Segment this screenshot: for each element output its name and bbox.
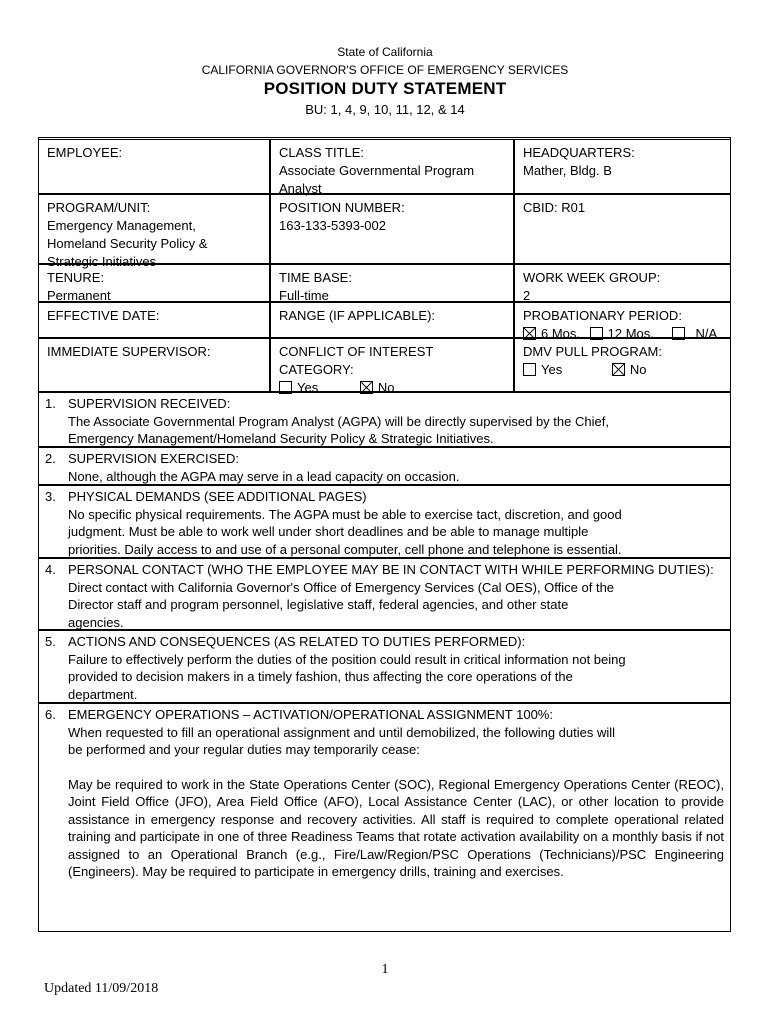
section-physical-demands — [38, 485, 731, 558]
program-unit-label: PROGRAM/UNIT: — [47, 200, 151, 215]
range-cell — [270, 302, 514, 338]
section-line: agencies. — [68, 614, 124, 630]
section-line: No specific physical requirements. The AGPA must be able to exercise tact, discretion, and good — [68, 506, 622, 522]
position-number-cell — [270, 194, 514, 264]
conflict-no-label: No — [377, 380, 395, 395]
employee-label: EMPLOYEE: — [47, 145, 123, 160]
section-supervision-exercised — [38, 447, 731, 485]
dmv-no-checkbox[interactable] — [612, 363, 625, 376]
section-number: 6. — [45, 707, 56, 722]
conflict-of-interest-label-line2: CATEGORY: — [279, 362, 354, 377]
program-unit-value-line2: Homeland Security Policy & — [47, 236, 208, 251]
section-title: PHYSICAL DEMANDS (SEE ADDITIONAL PAGES) — [68, 489, 367, 504]
section-line: Direct contact with California Governor's Office of Emergency Services (Cal OES), Office of the — [68, 579, 615, 595]
section-number: 3. — [45, 489, 56, 504]
document-title: POSITION DUTY STATEMENT — [263, 79, 507, 98]
class-title-label: CLASS TITLE: — [279, 145, 365, 160]
section-title: SUPERVISION EXERCISED: — [68, 451, 239, 466]
program-unit-value-line3: Strategic Initiatives — [47, 254, 157, 269]
section-number: 2. — [45, 451, 56, 466]
work-week-group-label: WORK WEEK GROUP: — [523, 270, 661, 285]
time-base-value: Full-time — [279, 288, 329, 303]
section-title: PERSONAL CONTACT (WHO THE EMPLOYEE MAY BE IN CONTACT WITH WHILE PERFORMING DUTIES): — [68, 562, 714, 577]
section-line: provided to decision makers in a timely fashion, thus affecting the core operations of the — [68, 669, 573, 684]
cbid-cell — [514, 194, 731, 264]
section-emergency-operations — [38, 703, 731, 932]
probationary-period-cell — [514, 302, 731, 341]
tenure-cell — [38, 264, 270, 302]
program-unit-value-line1: Emergency Management, — [47, 218, 196, 233]
dmv-pull-label: DMV PULL PROGRAM: — [523, 344, 662, 359]
bargaining-units: BU: 1, 4, 9, 10, 11, 12, & 14 — [305, 102, 465, 117]
effective-date-label: EFFECTIVE DATE: — [47, 308, 160, 323]
section-actions-consequences — [38, 630, 731, 703]
position-number-label: POSITION NUMBER: — [279, 200, 405, 215]
section-number: 1. — [45, 396, 56, 411]
dmv-yes-label: Yes — [541, 362, 563, 377]
section-line: When requested to fill an operational assignment and until demobilized, the following duties will — [68, 724, 616, 740]
page-number: 1 — [381, 962, 389, 977]
time-base-cell — [270, 264, 514, 302]
conflict-of-interest-label-line1: CONFLICT OF INTEREST — [279, 344, 434, 359]
dmv-yes-checkbox[interactable] — [523, 363, 536, 376]
headquarters-cell — [514, 139, 731, 194]
updated-date: Updated 11/09/2018 — [44, 981, 159, 996]
section-line: Director staff and program personnel, legislative staff, federal agencies, and other state — [68, 597, 569, 612]
headquarters-value: Mather, Bldg. B — [523, 163, 612, 178]
tenure-label: TENURE: — [47, 270, 105, 285]
section-line: be performed and your regular duties may temporarily cease: — [68, 742, 420, 757]
class-title-value-line1: Associate Governmental Program — [279, 163, 475, 178]
position-number-value: 163-133-5393-002 — [279, 218, 386, 233]
section-line: judgment. Must be able to work well under short deadlines and be able to manage multiple — [68, 524, 589, 539]
section-line: department. — [68, 686, 138, 702]
section-line: Failure to effectively perform the duties of the position could result in critical information not being — [68, 651, 626, 667]
section-personal-contact — [38, 558, 731, 630]
class-title-value-line2: Analyst — [279, 181, 322, 196]
section-paragraph: May be required to work in the State Operations Center (SOC), Regional Emergency Operations Center (REOC), Joint Field Office (JFO), Area Field Office (AFO), Local Assistance Center (LAC), or other location to provide assistance in emergency response and recovery activities. All staff is required to complete operational related training and participate in one of three Readiness Teams that rotate activation availability on a monthly basis if not assigned to an Operational Branch (e.g., Fire/Law/Region/PSC Operations (Technicians)/PSC Engineering (Engineers). May be required to participate in emergency drills, training and exercises. — [68, 776, 724, 879]
cbid-label: CBID: R01 — [523, 200, 586, 215]
section-line: Emergency Management/Homeland Security Policy & Strategic Initiatives. — [68, 431, 494, 446]
probation-12mos-label: 12 Mos. — [607, 326, 654, 341]
dmv-pull-cell — [514, 338, 731, 392]
probation-na-label: N/A — [695, 326, 718, 341]
section-number: 5. — [45, 634, 56, 649]
section-title: EMERGENCY OPERATIONS – ACTIVATION/OPERATIONAL ASSIGNMENT 100%: — [68, 707, 553, 722]
section-title: SUPERVISION RECEIVED: — [68, 396, 231, 411]
tenure-value: Permanent — [47, 288, 111, 303]
immediate-supervisor-cell — [38, 338, 270, 392]
conflict-yes-label: Yes — [297, 380, 319, 395]
headquarters-label: HEADQUARTERS: — [523, 145, 635, 160]
section-line: The Associate Governmental Program Analyst (AGPA) will be directly supervised by the Chief, — [68, 413, 609, 429]
section-line: None, although the AGPA may serve in a lead capacity on occasion. — [68, 468, 460, 484]
office-name: CALIFORNIA GOVERNOR'S OFFICE OF EMERGENCY SERVICES — [201, 63, 569, 77]
probation-6mos-label: 6 Mos. — [541, 326, 581, 341]
section-supervision-received — [38, 392, 731, 447]
immediate-supervisor-label: IMMEDIATE SUPERVISOR: — [47, 344, 211, 359]
conflict-of-interest-cell — [270, 338, 514, 395]
dmv-no-label: No — [629, 362, 647, 377]
dmv-pull-options — [523, 361, 730, 379]
effective-date-cell — [38, 302, 270, 338]
program-unit-cell — [38, 194, 270, 269]
section-number: 4. — [45, 562, 56, 577]
probationary-period-label: PROBATIONARY PERIOD: — [523, 308, 682, 323]
section-line: priorities. Daily access to and use of a personal computer, cell phone and telephone is essential. — [68, 541, 622, 557]
range-label: RANGE (IF APPLICABLE): — [279, 308, 436, 323]
state-name: State of California — [337, 45, 433, 59]
section-title: ACTIONS AND CONSEQUENCES (AS RELATED TO DUTIES PERFORMED): — [68, 634, 526, 649]
time-base-label: TIME BASE: — [279, 270, 352, 285]
work-week-group-cell — [514, 264, 731, 302]
employee-cell — [38, 139, 270, 194]
work-week-group-value: 2 — [523, 288, 531, 303]
class-title-cell — [270, 139, 514, 194]
